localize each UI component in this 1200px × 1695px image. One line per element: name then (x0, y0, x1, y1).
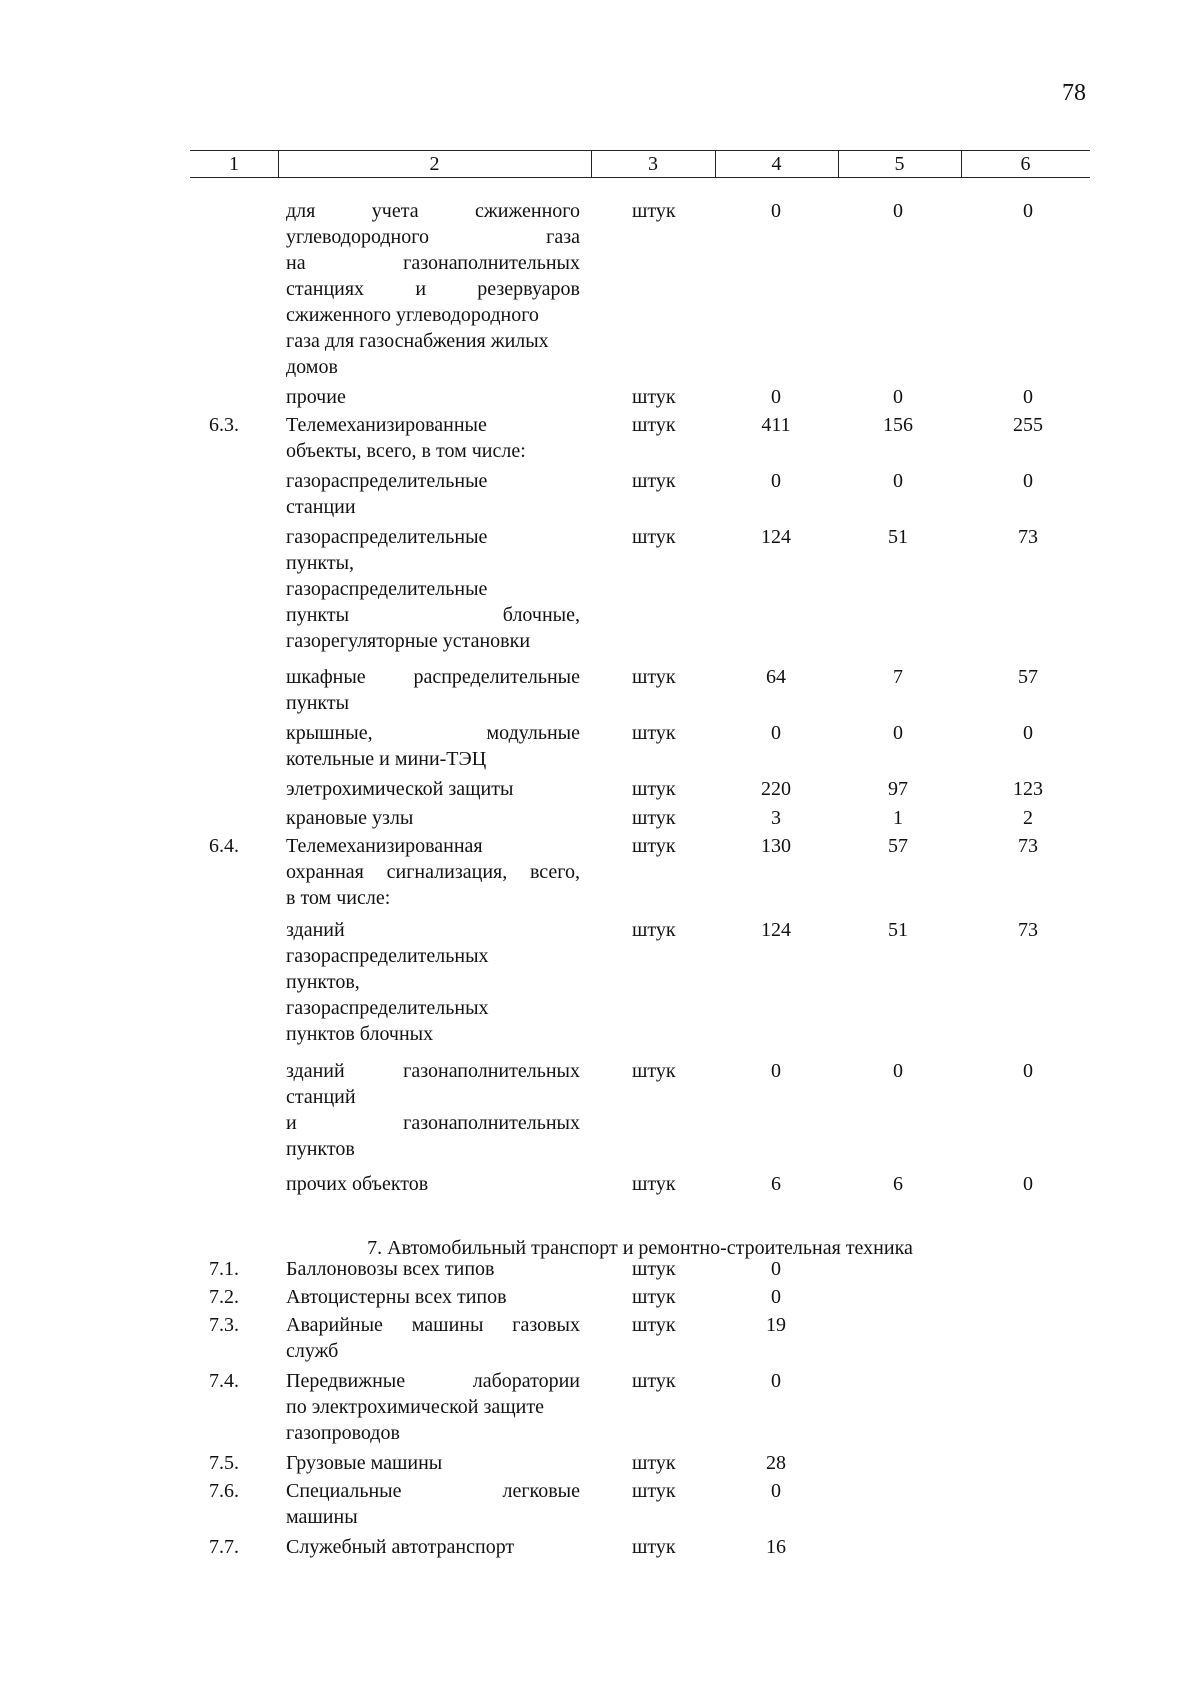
row-value-col-4: 0 (771, 1060, 781, 1082)
row-value-col-4: 0 (771, 386, 781, 408)
description-line: котельные и мини-ТЭЦ (286, 748, 487, 770)
row-value-col-6: 57 (1018, 666, 1038, 688)
row-value-col-6: 0 (1023, 1173, 1033, 1195)
row-number: 7.4. (209, 1370, 239, 1392)
description-line: газораспределительные (286, 526, 488, 548)
row-description (286, 1368, 580, 1446)
description-line: на газонаполнительных (286, 252, 580, 274)
description-line: Автоцистерны всех типов (286, 1286, 507, 1308)
row-description (286, 917, 580, 1047)
section-title: 7. Автомобильный транспорт и ремонтно-строительная техника (367, 1237, 913, 1259)
row-number: 6.4. (209, 835, 239, 857)
description-line: домов (286, 356, 338, 378)
row-unit: штук (632, 1060, 676, 1082)
row-value-col-4: 124 (761, 919, 791, 941)
row-value-col-4: 16 (766, 1536, 786, 1558)
description-line: служб (286, 1340, 339, 1362)
description-line: газораспределительных (286, 997, 489, 1019)
row-value-col-6: 0 (1023, 1060, 1033, 1082)
row-value-col-6: 73 (1018, 919, 1038, 941)
row-value-col-4: 0 (771, 1258, 781, 1280)
header-col-5: 5 (894, 153, 905, 175)
row-description (286, 524, 580, 654)
row-value-col-5: 7 (893, 666, 903, 688)
row-description (286, 720, 580, 772)
row-value-col-5: 0 (893, 1060, 903, 1082)
row-unit: штук (632, 919, 676, 941)
description-line: зданий газонаполнительных (286, 1060, 580, 1082)
row-value-col-4: 411 (761, 414, 791, 436)
row-value-col-5: 156 (883, 414, 913, 436)
description-line: пункты, (286, 552, 355, 574)
description-line: газораспределительных (286, 945, 489, 967)
page-number: 78 (1062, 80, 1086, 106)
description-line: элетрохимической защиты (286, 778, 514, 800)
row-unit: штук (632, 1258, 676, 1280)
description-line: Баллоновозы всех типов (286, 1258, 495, 1280)
row-description (286, 1450, 580, 1476)
description-line: Грузовые машины (286, 1452, 443, 1474)
description-line: станциях и резервуаров (286, 278, 580, 300)
description-line: Телемеханизированные (286, 414, 487, 436)
row-description (286, 776, 580, 802)
description-line: газопроводов (286, 1422, 400, 1444)
description-line: газа для газоснабжения жилых (286, 330, 549, 352)
row-value-col-4: 130 (761, 835, 791, 857)
description-line: охранная сигнализация, всего, (286, 861, 580, 883)
description-line: газораспределительные (286, 470, 488, 492)
row-number: 7.3. (209, 1314, 239, 1336)
row-description (286, 1171, 580, 1197)
description-line: в том числе: (286, 887, 391, 909)
row-description (286, 1478, 580, 1530)
row-value-col-6: 0 (1023, 470, 1033, 492)
row-unit: штук (632, 386, 676, 408)
row-value-col-6: 123 (1013, 778, 1043, 800)
description-line: пунктов блочных (286, 1023, 434, 1045)
row-unit: штук (632, 835, 676, 857)
row-value-col-4: 64 (766, 666, 786, 688)
description-line: газораспределительные (286, 578, 488, 600)
row-value-col-6: 73 (1018, 835, 1038, 857)
row-number: 7.2. (209, 1286, 239, 1308)
description-line: Телемеханизированная (286, 835, 483, 857)
description-line: углеводородного газа (286, 226, 580, 248)
row-unit: штук (632, 470, 676, 492)
row-value-col-6: 0 (1023, 722, 1033, 744)
row-number: 7.6. (209, 1480, 239, 1502)
row-unit: штук (632, 778, 676, 800)
row-value-col-5: 6 (893, 1173, 903, 1195)
header-col-3: 3 (648, 153, 658, 175)
row-unit: штук (632, 1370, 676, 1392)
description-line: Служебный автотранспорт (286, 1536, 515, 1558)
description-line: станций (286, 1086, 356, 1108)
row-description (286, 1058, 580, 1162)
row-description (286, 833, 580, 911)
row-unit: штук (632, 666, 676, 688)
row-unit: штук (632, 1173, 676, 1195)
row-value-col-6: 73 (1018, 526, 1038, 548)
description-line: объекты, всего, в том числе: (286, 440, 526, 462)
description-line: крышные, модульные (286, 722, 580, 744)
row-value-col-5: 51 (888, 526, 908, 548)
row-value-col-6: 255 (1013, 414, 1043, 436)
row-description (286, 384, 580, 410)
row-number: 7.7. (209, 1536, 239, 1558)
row-number: 6.3. (209, 414, 239, 436)
row-value-col-6: 0 (1023, 386, 1033, 408)
row-description (286, 1534, 580, 1560)
row-value-col-4: 6 (771, 1173, 781, 1195)
row-value-col-4: 3 (771, 807, 781, 829)
row-unit: штук (632, 1286, 676, 1308)
description-line: пункты (286, 692, 350, 714)
row-value-col-5: 97 (888, 778, 908, 800)
row-value-col-4: 0 (771, 1480, 781, 1502)
row-description (286, 805, 580, 831)
row-number: 7.1. (209, 1258, 239, 1280)
row-value-col-6: 2 (1023, 807, 1033, 829)
description-line: Передвижные лаборатории (286, 1370, 580, 1392)
row-value-col-5: 0 (893, 470, 903, 492)
row-unit: штук (632, 200, 676, 222)
description-line: станции (286, 496, 356, 518)
row-unit: штук (632, 1480, 676, 1502)
row-description (286, 412, 580, 464)
description-line: пунктов (286, 1138, 355, 1160)
description-line: газорегуляторные установки (286, 630, 531, 652)
row-description (286, 1284, 580, 1310)
row-value-col-5: 51 (888, 919, 908, 941)
row-value-col-6: 0 (1023, 200, 1033, 222)
row-unit: штук (632, 1536, 676, 1558)
table-header (190, 150, 1090, 178)
row-unit: штук (632, 414, 676, 436)
row-value-col-4: 28 (766, 1452, 786, 1474)
row-value-col-5: 1 (893, 807, 903, 829)
row-description (286, 468, 580, 520)
row-unit: штук (632, 722, 676, 744)
header-col-2: 2 (429, 153, 440, 175)
description-line: Специальные легковые (286, 1480, 580, 1502)
row-value-col-4: 124 (761, 526, 791, 548)
description-line: прочих объектов (286, 1173, 429, 1195)
row-value-col-4: 0 (771, 1370, 781, 1392)
row-value-col-4: 0 (771, 470, 781, 492)
header-col-1: 1 (229, 153, 239, 175)
description-line: для учета сжиженного (286, 200, 580, 222)
description-line: Аварийные машины газовых (286, 1314, 580, 1336)
description-line: и газонаполнительных (286, 1112, 580, 1134)
header-col-4: 4 (771, 153, 782, 175)
row-value-col-5: 0 (893, 386, 903, 408)
row-unit: штук (632, 526, 676, 548)
row-value-col-4: 220 (761, 778, 791, 800)
description-line: пунктов, (286, 971, 360, 993)
description-line: сжиженного углеводородного (286, 304, 539, 326)
row-value-col-5: 57 (888, 835, 908, 857)
row-unit: штук (632, 1314, 676, 1336)
header-col-6: 6 (1020, 153, 1031, 175)
row-unit: штук (632, 807, 676, 829)
row-description (286, 664, 580, 716)
description-line: прочие (286, 386, 346, 408)
row-number: 7.5. (209, 1452, 239, 1474)
row-unit: штук (632, 1452, 676, 1474)
row-value-col-4: 0 (771, 200, 781, 222)
row-value-col-5: 0 (893, 722, 903, 744)
row-description (286, 198, 580, 380)
description-line: шкафные распределительные (286, 666, 580, 688)
description-line: крановые узлы (286, 807, 414, 829)
row-value-col-5: 0 (893, 200, 903, 222)
row-value-col-4: 0 (771, 1286, 781, 1308)
description-line: машины (286, 1506, 358, 1528)
description-line: по электрохимической защите (286, 1396, 544, 1418)
description-line: зданий (286, 919, 345, 941)
row-value-col-4: 0 (771, 722, 781, 744)
row-value-col-4: 19 (766, 1314, 786, 1336)
row-description (286, 1312, 580, 1364)
description-line: пункты блочные, (286, 604, 580, 626)
